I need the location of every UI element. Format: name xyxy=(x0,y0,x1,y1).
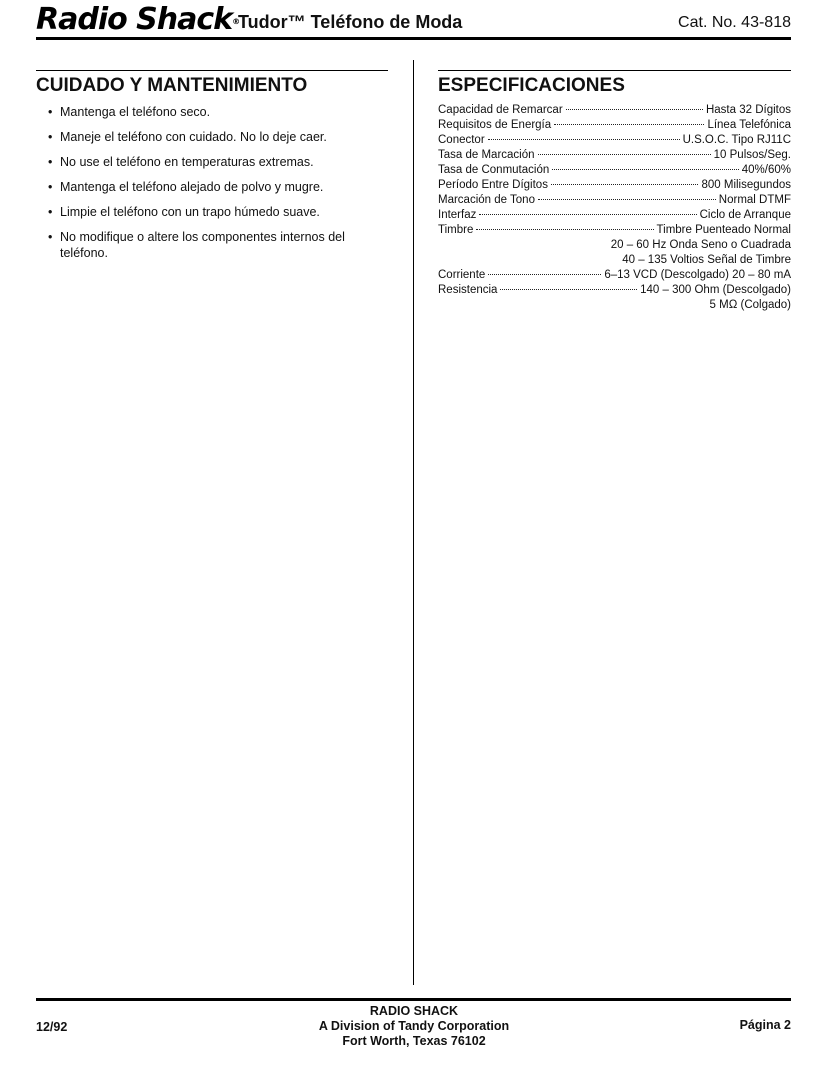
footer-company: RADIO SHACK xyxy=(369,1004,459,1018)
spec-row xyxy=(438,133,791,148)
document-title: Tudor™ Teléfono de Moda xyxy=(238,12,463,32)
spec-label: Tasa de Marcación xyxy=(438,149,535,161)
care-item: • Mantenga el teléfono seco. xyxy=(36,104,388,120)
spec-value: 40%/60% xyxy=(741,164,791,176)
spec-label: Conector xyxy=(438,134,485,146)
footer-address xyxy=(264,1004,564,1049)
spec-row xyxy=(438,178,791,193)
spec-row xyxy=(438,118,791,133)
care-item: • No use el teléfono en temperaturas extremas. xyxy=(36,154,388,170)
spec-label: Marcación de Tono xyxy=(438,194,535,206)
spec-row xyxy=(438,223,791,238)
specs-title: ESPECIFICACIONES xyxy=(438,75,625,96)
spec-label: Requisitos de Energía xyxy=(438,119,552,131)
spec-continuation: 20 – 60 Hz Onda Seno o Cuadrada xyxy=(610,239,791,251)
care-item: • Mantenga el teléfono alejado de polvo y mugre. xyxy=(36,179,388,195)
spec-label: Resistencia xyxy=(438,284,498,296)
spec-continuation: 5 MΩ (Colgado) xyxy=(709,299,791,311)
care-item: • No modifique o altere los componentes internos del teléfono. xyxy=(36,229,388,261)
spec-row xyxy=(438,193,791,208)
spec-value: 800 Milisegundos xyxy=(701,179,791,191)
catalog-number: Cat. No. 43-818 xyxy=(678,14,791,31)
spec-label: Corriente xyxy=(438,269,486,281)
spec-label: Interfaz xyxy=(438,209,477,221)
care-section xyxy=(36,70,388,270)
care-rule xyxy=(36,70,388,71)
care-item: • Maneje el teléfono con cuidado. No lo deje caer. xyxy=(36,129,388,145)
specs-section xyxy=(438,70,791,313)
spec-label: Timbre xyxy=(438,224,474,236)
spec-value: 140 – 300 Ohm (Descolgado) xyxy=(640,284,791,296)
care-title: CUIDADO Y MANTENIMIENTO xyxy=(36,75,308,96)
spec-value: U.S.O.C. Tipo RJ11C xyxy=(682,134,791,146)
page-header xyxy=(36,2,791,38)
page-number: Página 2 xyxy=(739,1018,791,1032)
spec-value: Línea Telefónica xyxy=(707,119,791,131)
spec-row xyxy=(438,163,791,178)
spec-value: Hasta 32 Dígitos xyxy=(705,104,791,116)
spec-value: Timbre Puenteado Normal xyxy=(656,224,791,236)
spec-row xyxy=(438,283,791,298)
specs-rule xyxy=(438,70,791,71)
radio-shack-logo: Radio Shack® xyxy=(36,2,240,37)
footer-rule xyxy=(36,998,791,1001)
header-rule xyxy=(36,37,791,40)
footer-division: A Division of Tandy Corporation xyxy=(318,1019,510,1033)
spec-label: Período Entre Dígitos xyxy=(438,179,548,191)
care-list xyxy=(36,104,388,261)
spec-label: Capacidad de Remarcar xyxy=(438,104,563,116)
spec-continuation: 40 – 135 Voltios Señal de Timbre xyxy=(622,254,791,266)
spec-value: Ciclo de Arranque xyxy=(699,209,791,221)
footer-city: Fort Worth, Texas 76102 xyxy=(342,1034,486,1048)
spec-row xyxy=(438,268,791,283)
spec-row xyxy=(438,208,791,223)
spec-list xyxy=(438,103,791,313)
spec-value: 6–13 VCD (Descolgado) 20 – 80 mA xyxy=(604,269,791,281)
spec-row xyxy=(438,148,791,163)
column-divider xyxy=(413,60,414,985)
spec-label: Tasa de Conmutación xyxy=(438,164,550,176)
footer-date: 12/92 xyxy=(36,1020,68,1034)
spec-value: 10 Pulsos/Seg. xyxy=(713,149,791,161)
spec-value: Normal DTMF xyxy=(718,194,791,206)
spec-row xyxy=(438,103,791,118)
care-item: • Limpie el teléfono con un trapo húmedo suave. xyxy=(36,204,388,220)
